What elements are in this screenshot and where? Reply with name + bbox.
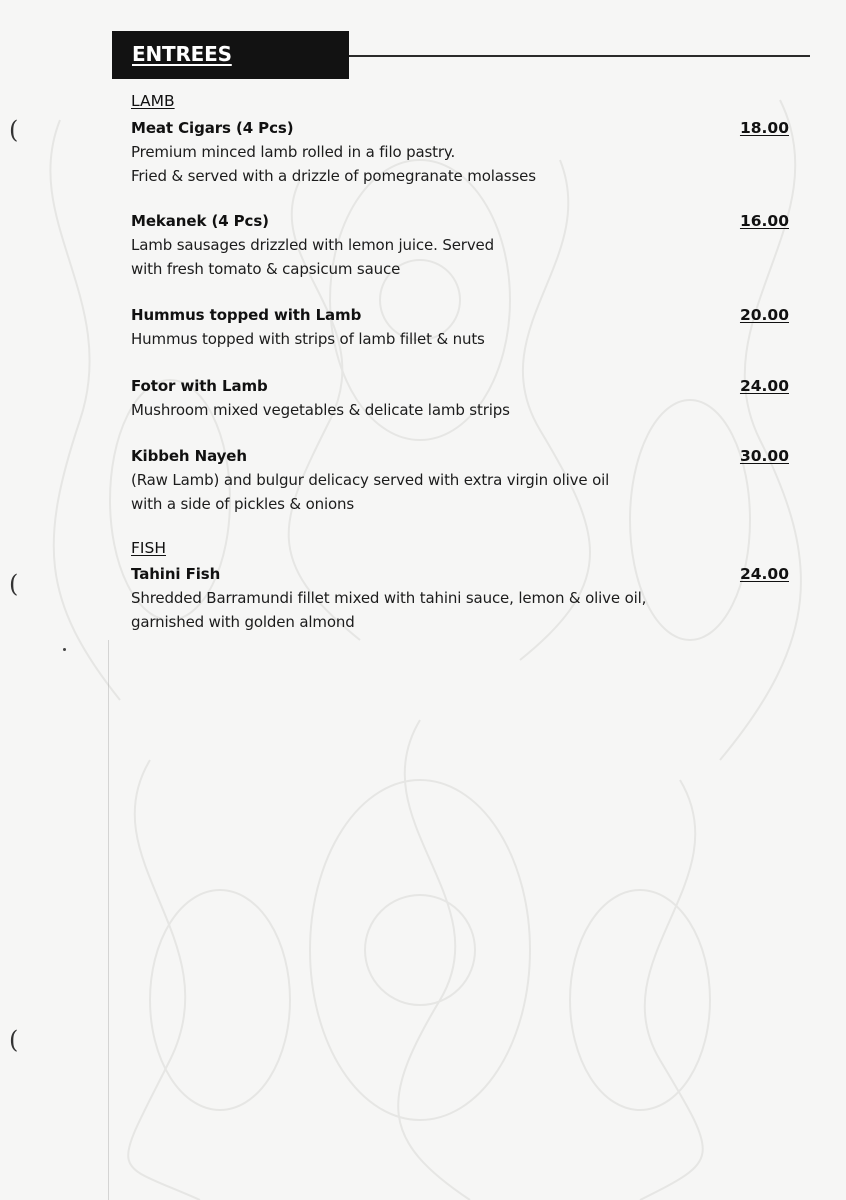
menu-header	[112, 31, 810, 79]
menu-item	[131, 375, 791, 422]
item-description: Fried & served with a drizzle of pomegranate molasses	[131, 167, 536, 185]
item-description: Premium minced lamb rolled in a filo pastry.	[131, 143, 456, 161]
item-description: Hummus topped with strips of lamb fillet & nuts	[131, 330, 485, 348]
item-description: garnished with golden almond	[131, 613, 355, 631]
item-description: Shredded Barramundi fillet mixed with tahini sauce, lemon & olive oil,	[131, 589, 647, 607]
item-name: Kibbeh Nayeh	[131, 447, 247, 465]
item-name: Meat Cigars (4 Pcs)	[131, 119, 294, 137]
binder-hole-icon: (	[9, 570, 19, 598]
binder-hole-icon: (	[9, 1026, 19, 1054]
item-description: Mushroom mixed vegetables & delicate lamb strips	[131, 401, 510, 419]
page-fold-line	[108, 640, 109, 1200]
item-description: (Raw Lamb) and bulgur delicacy served with extra virgin olive oil	[131, 471, 610, 489]
menu-item	[131, 210, 791, 281]
page-title: ENTREES	[132, 42, 232, 66]
item-name: Hummus topped with Lamb	[131, 306, 362, 324]
section-label-fish: FISH	[131, 539, 166, 557]
item-price: 24.00	[739, 377, 789, 395]
item-name: Fotor with Lamb	[131, 377, 268, 395]
menu-item	[131, 117, 791, 188]
binder-hole-icon: (	[9, 116, 19, 144]
menu-item	[131, 445, 791, 516]
item-description: Lamb sausages drizzled with lemon juice. Served	[131, 236, 494, 254]
header-divider	[349, 55, 810, 57]
item-description: with a side of pickles & onions	[131, 495, 355, 513]
item-price: 30.00	[739, 447, 789, 465]
item-price: 24.00	[739, 565, 789, 583]
menu-item	[131, 563, 791, 634]
section-label-lamb: LAMB	[131, 92, 175, 110]
header-title-box	[112, 31, 349, 79]
item-price: 16.00	[739, 212, 789, 230]
item-description: with fresh tomato & capsicum sauce	[131, 260, 401, 278]
ink-speck	[63, 648, 66, 651]
item-price: 18.00	[739, 119, 789, 137]
item-name: Tahini Fish	[131, 565, 221, 583]
menu-item	[131, 304, 791, 351]
item-name: Mekanek (4 Pcs)	[131, 212, 269, 230]
item-price: 20.00	[739, 306, 789, 324]
